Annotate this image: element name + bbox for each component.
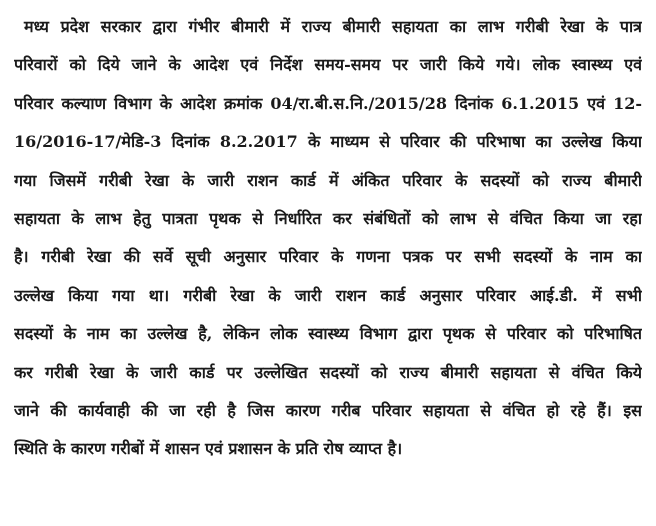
document-body: [14, 8, 642, 469]
paragraph-line: सदस्यों के नाम का उल्लेख है, लेकिन लोक स्वास्थ्य विभाग द्वारा पृथक से परिवार को परिभाषित: [14, 324, 642, 344]
paragraph: [14, 8, 642, 469]
paragraph-line: उल्लेख किया गया था। गरीबी रेखा के जारी राशन कार्ड अनुसार परिवार आई.डी. में सभी: [14, 285, 642, 305]
paragraph-line: स्थिति के कारण गरीबों में शासन एवं प्रशासन के प्रति रोष व्याप्त है।: [14, 439, 403, 459]
paragraph-line: कर गरीबी रेखा के जारी कार्ड पर उल्लेखित सदस्यों को राज्य बीमारी सहायता से वंचित किये: [14, 362, 642, 382]
paragraph-line: सहायता के लाभ हेतु पात्रता पृथक से निर्धारित कर संबंधितों को लाभ से वंचित किया जा रहा: [14, 208, 642, 228]
paragraph-line: है। गरीबी रेखा की सर्वे सूची अनुसार परिवार के गणना पत्रक पर सभी सदस्यों के नाम का: [14, 247, 642, 267]
paragraph-line: परिवार कल्याण विभाग के आदेश क्रमांक 04/रा.बी.स.नि./2015/28 दिनांक 6.1.2015 एवं 12-: [14, 93, 642, 113]
paragraph-line: 16/2016-17/मेडि-3 दिनांक 8.2.2017 के माध्यम से परिवार की परिभाषा का उल्लेख किया: [14, 132, 642, 152]
paragraph-line: मध्य प्रदेश सरकार द्वारा गंभीर बीमारी में राज्य बीमारी सहायता का लाभ गरीबी रेखा के पात्र: [24, 17, 642, 36]
paragraph-line: जाने की कार्यवाही की जा रही है जिस कारण गरीब परिवार सहायता से वंचित हो रहे हैं। इस: [14, 400, 642, 420]
paragraph-line: परिवारों को दिये जाने के आदेश एवं निर्देश समय-समय पर जारी किये गये। लोक स्वास्थ्य एवं: [14, 55, 642, 75]
paragraph-line: गया जिसमें गरीबी रेखा के जारी राशन कार्ड में अंकित परिवार के सदस्यों को राज्य बीमारी: [14, 170, 642, 190]
